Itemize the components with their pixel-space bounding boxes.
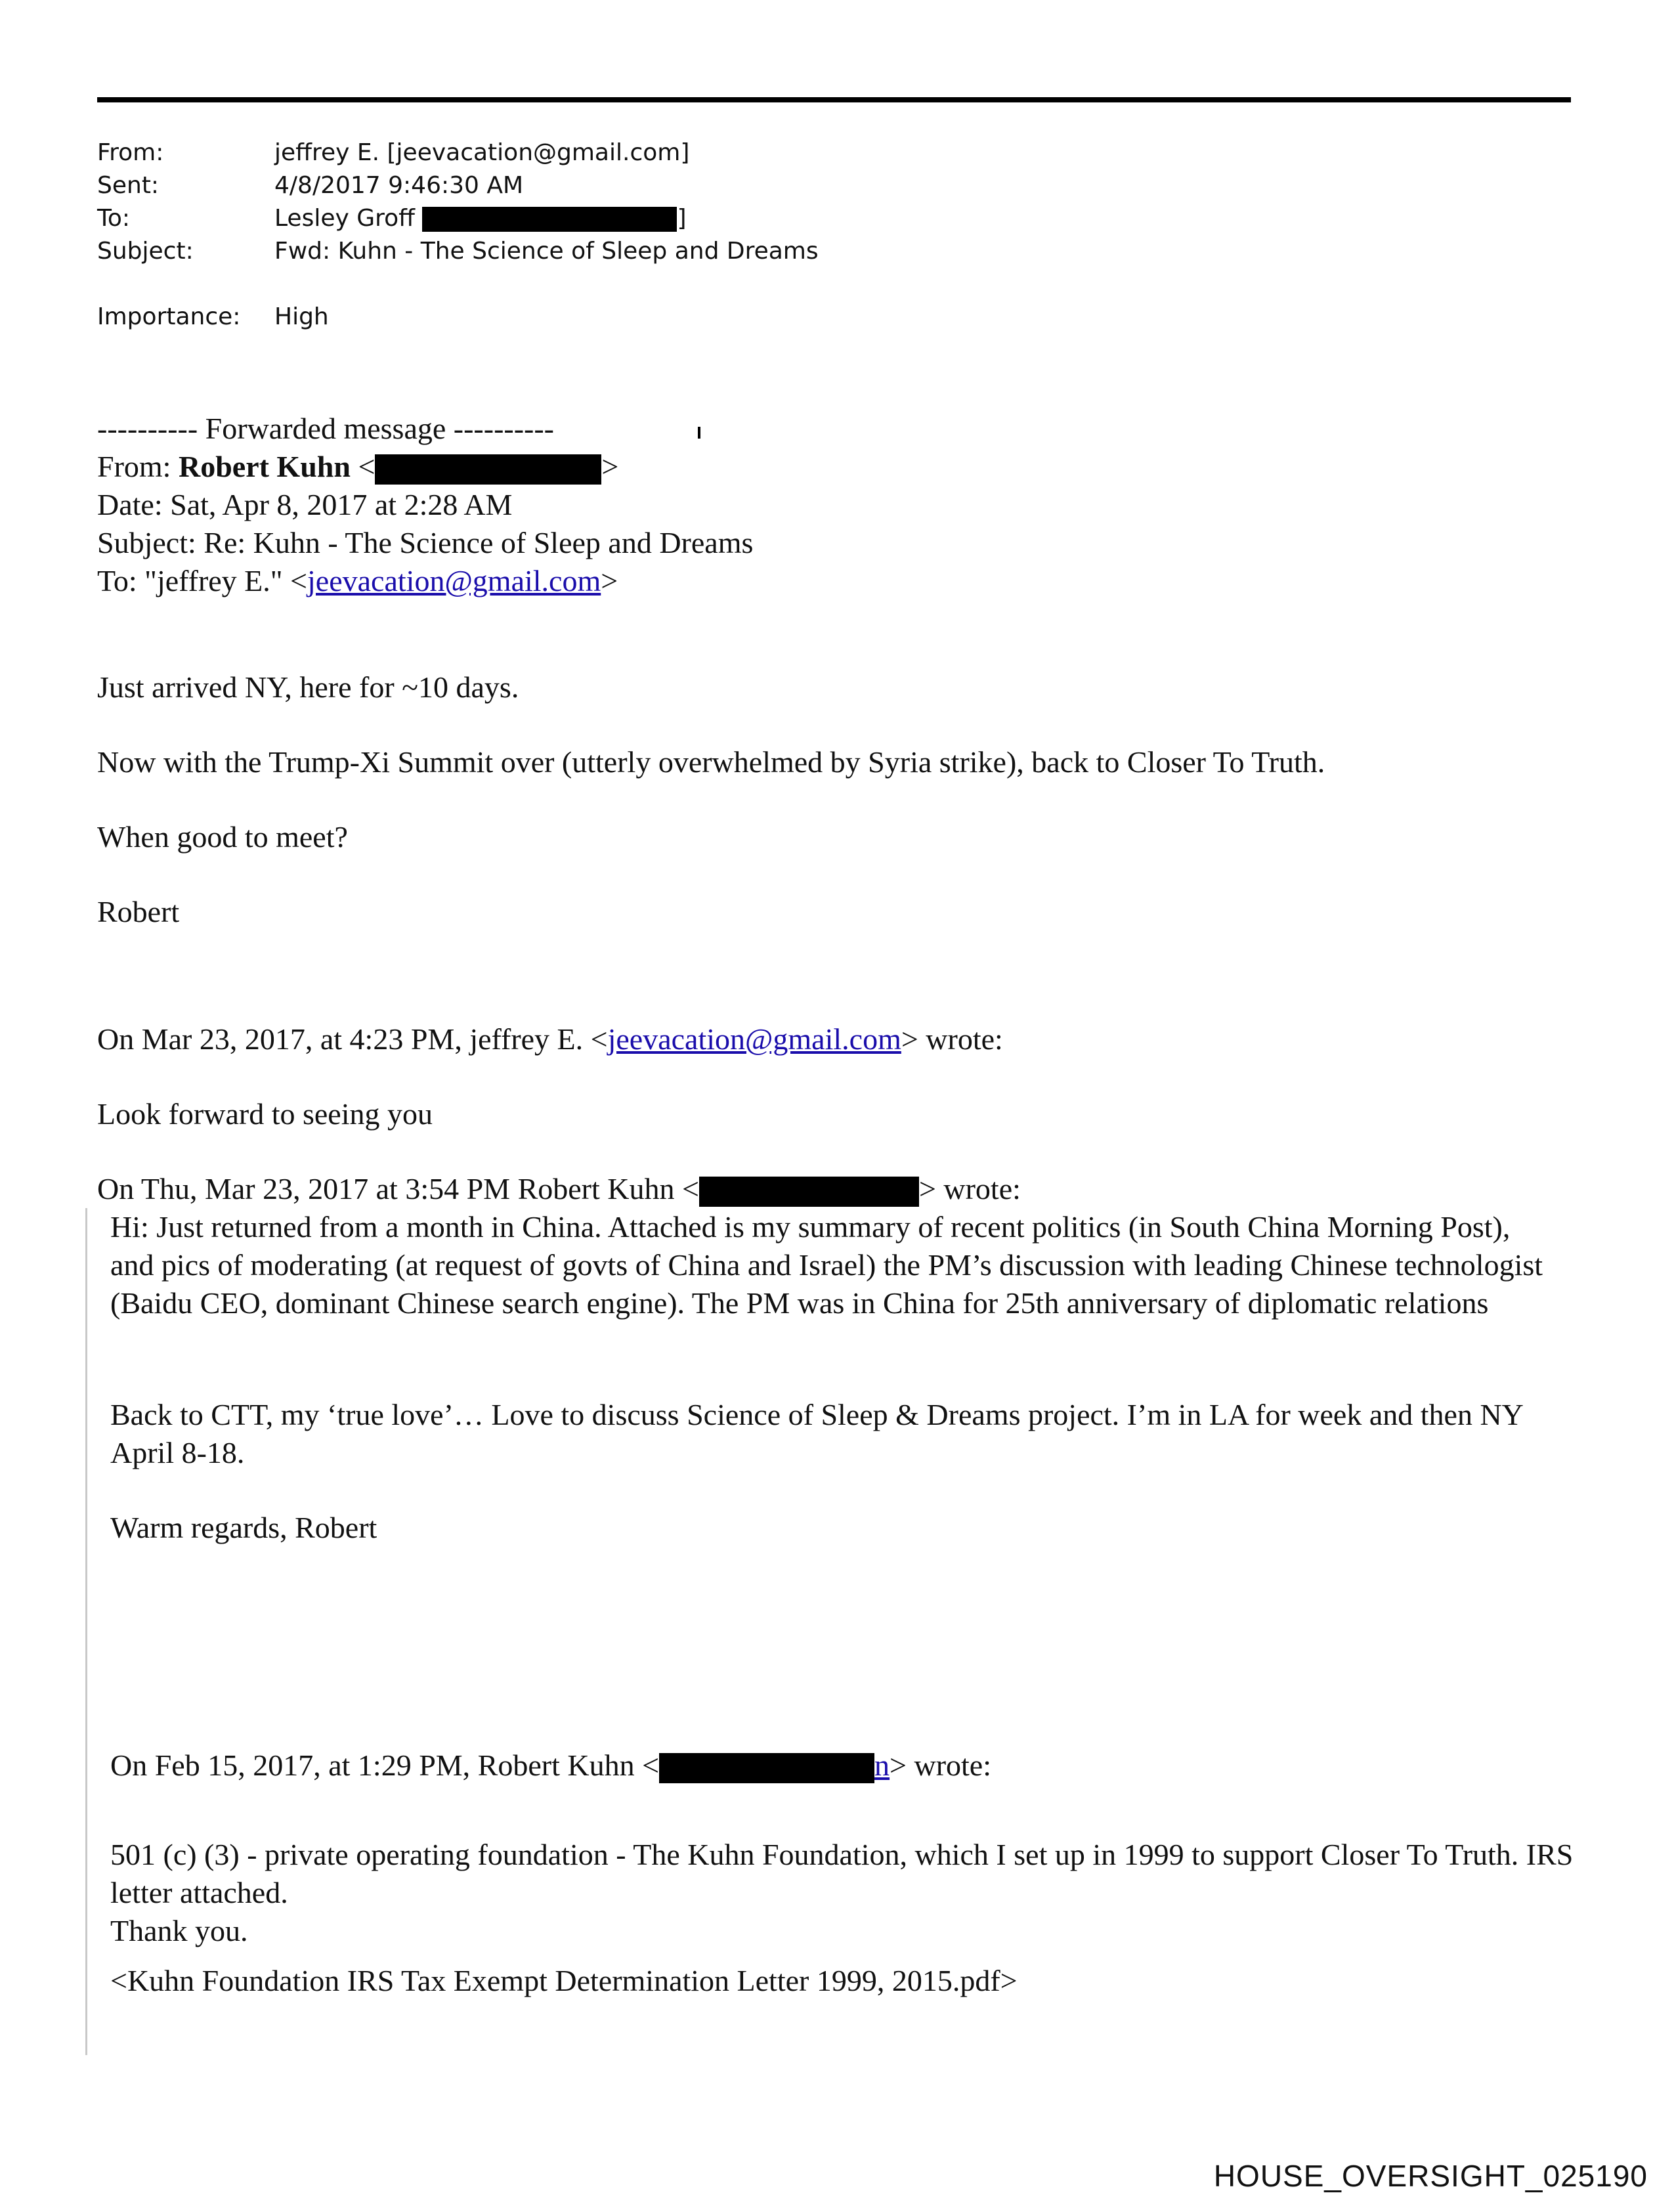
redaction-box	[659, 1753, 874, 1783]
to-name: Lesley Groff	[274, 205, 415, 232]
sent-label: Sent:	[97, 172, 160, 199]
bates-number: HOUSE_OVERSIGHT_025190	[1213, 2159, 1648, 2193]
reply3-attachment: <Kuhn Foundation IRS Tax Exempt Determination Letter 1999, 2015.pdf>	[110, 1964, 1018, 1997]
reply2-closing: Warm regards, Robert	[110, 1511, 377, 1544]
reply3-suffix: > wrote:	[890, 1748, 992, 1782]
body-signature: Robert	[97, 895, 180, 928]
forwarded-to-email-link[interactable]: jeevacation@gmail.com	[307, 564, 601, 597]
from-value: jeffrey E. [jeevacation@gmail.com]	[274, 139, 690, 166]
reply3-prefix: On Feb 15, 2017, at 1:29 PM, Robert Kuhn <	[110, 1748, 660, 1782]
body-line-3: When good to meet?	[97, 820, 348, 854]
to-close-bracket: ]	[677, 205, 687, 232]
forwarded-from	[97, 448, 618, 486]
body-line-2: Now with the Trump-Xi Summit over (utterly overwhelmed by Syria strike), back to Closer To Truth.	[97, 745, 1325, 779]
reply1-email-link[interactable]: jeevacation@gmail.com	[607, 1022, 901, 1056]
redaction-box	[422, 207, 677, 232]
reply1-text: Look forward to seeing you	[97, 1097, 433, 1131]
redaction-box	[375, 454, 601, 485]
to-label: To:	[97, 205, 131, 232]
reply1-prefix: On Mar 23, 2017, at 4:23 PM, jeffrey E. <	[97, 1022, 608, 1056]
to-value	[274, 202, 687, 235]
forwarded-banner: ---------- Forwarded message ----------	[97, 412, 554, 445]
reply2-attribution	[97, 1170, 1021, 1208]
forwarded-to	[97, 562, 618, 600]
from-label: From:	[97, 139, 164, 166]
forwarded-subject: Subject: Re: Kuhn - The Science of Sleep and Dreams	[97, 526, 754, 559]
reply3-thanks: Thank you.	[110, 1914, 248, 1947]
scan-mark	[698, 427, 700, 439]
quote-bar	[85, 1208, 87, 2055]
body-line-1: Just arrived NY, here for ~10 days.	[97, 670, 519, 704]
forwarded-from-close: >	[601, 450, 619, 483]
reply2-paragraph-2: Back to CTT, my ‘true love’… Love to discuss Science of Sleep & Dreams project. I’m in LA for week and then NY April 8-18.	[110, 1398, 1523, 1469]
reply3-email-link-tail[interactable]: n	[874, 1748, 890, 1782]
forwarded-to-prefix: To: "jeffrey E." <	[97, 564, 308, 597]
reply2-prefix: On Thu, Mar 23, 2017 at 3:54 PM Robert Kuhn <	[97, 1172, 699, 1205]
subject-label: Subject:	[97, 238, 194, 265]
forwarded-from-open: <	[350, 450, 376, 483]
redaction-box	[699, 1177, 919, 1207]
importance-value: High	[274, 303, 329, 330]
forwarded-from-prefix: From:	[97, 450, 179, 483]
reply1-suffix: > wrote:	[901, 1022, 1003, 1056]
reply3-paragraph-1: 501 (c) (3) - private operating foundation - The Kuhn Foundation, which I set up in 1999 to support Closer To Truth. IRS letter attached.	[110, 1838, 1574, 1909]
reply3-attribution	[110, 1746, 991, 1785]
sent-value: 4/8/2017 9:46:30 AM	[274, 172, 524, 199]
subject-value: Fwd: Kuhn - The Science of Sleep and Dreams	[274, 238, 819, 265]
importance-label: Importance:	[97, 303, 241, 330]
forwarded-date: Date: Sat, Apr 8, 2017 at 2:28 AM	[97, 488, 513, 521]
header-rule	[97, 97, 1571, 102]
forwarded-from-name: Robert Kuhn	[178, 450, 351, 483]
reply2-paragraph-1: Hi: Just returned from a month in China. Attached is my summary of recent politics (in South China Morning Post), and pics of moderating (at request of govts of China and Israel) the PM’s discussion with leading Chinese technologist (Baidu CEO, dominant Chinese search engine). The PM was in China for 25th anniversary of diplomatic relations	[110, 1210, 1543, 1320]
forwarded-to-suffix: >	[601, 564, 618, 597]
reply2-suffix: > wrote:	[918, 1172, 1021, 1205]
reply1-attribution	[97, 1020, 1003, 1058]
